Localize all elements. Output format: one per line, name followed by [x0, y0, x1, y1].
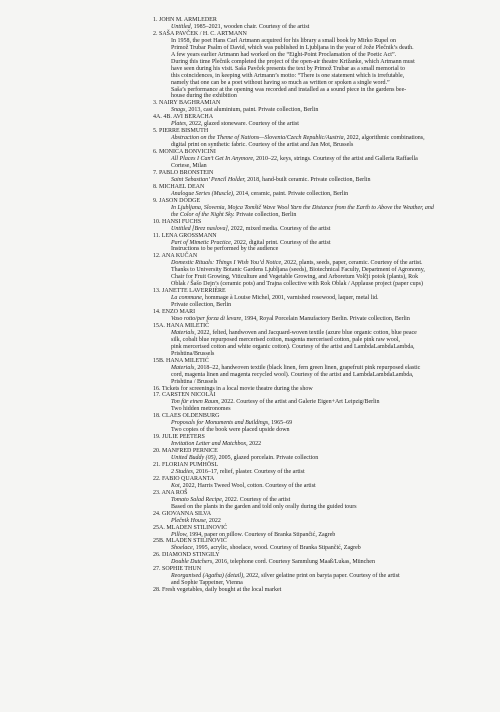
work-details: digital print on synthetic fabric. Courtesy of the artist and Jan Mot, Brussels [171, 142, 354, 149]
work-title: Materials, [171, 329, 196, 336]
entry-title: FABIO QUARANTA [162, 475, 215, 482]
list-item [144, 490, 496, 511]
entry-title: HANSI FUCHS [162, 218, 202, 225]
work-details: Instructions to be performed by the audience [171, 246, 279, 253]
list-item [144, 448, 496, 462]
work-details: 2022, silver gelatine print on baryta paper. Courtesy of the artist [244, 573, 400, 580]
work-title: Part of Mimetic Practice, [171, 239, 233, 246]
entry-number: 10. [153, 218, 162, 225]
work-title: Materials, [171, 364, 196, 371]
entry-detail-line [153, 344, 496, 351]
entry-detail-line [153, 469, 496, 476]
work-title: Vaso rotto/per forza di levare, [171, 315, 243, 322]
work-details: Based on the plants in the garden and told only orally during the guided tours [171, 503, 357, 510]
entry-detail-line [153, 399, 496, 406]
work-title: Saint Sebastian’ Pencil Holder, [171, 176, 246, 183]
entry-detail-line [153, 52, 496, 59]
list-item [144, 198, 496, 219]
entry-detail-line [153, 59, 496, 66]
work-title: Proposals for Monuments and Buildings, [171, 420, 270, 427]
entry-heading [153, 462, 496, 469]
work-title: Snags, [171, 107, 187, 114]
entry-title: JASON DODGE [159, 197, 201, 204]
entry-detail-line [153, 191, 496, 198]
entry-detail-line [153, 337, 496, 344]
work-details: 2022, Harris Tweed Wool, cotton. Courtesy of the artist [181, 482, 316, 489]
entry-detail-line [153, 93, 496, 100]
entry-title: MLADEN STILINOVIĆ [166, 524, 228, 531]
list-item [144, 233, 496, 254]
work-details: hommage à Louise Michel, 2001, varnished rosewood, laquer, metal lid. [203, 295, 379, 302]
entry-heading [153, 198, 496, 205]
entry-detail-line [153, 177, 496, 184]
work-details: 1965–69 [269, 420, 293, 427]
work-details: 2022. Courtesy of the artist and Galerie Eigen+Art Leipzig/Berlin [219, 399, 380, 406]
entry-title: PABLO BRONSTEIN [159, 169, 214, 176]
entry-detail-line [153, 365, 496, 372]
work-details: 2022 [207, 517, 221, 524]
entry-title: NAIRY BAGHRAMIAN [159, 100, 221, 107]
work-details: have seen during his visit. Saša Pavček presents the text by Primož Trubar as a small memorial to [171, 65, 405, 72]
entry-title: Tickets for screenings in a local movie theatre during the show [161, 385, 313, 392]
entry-title: MICHAEL DEAN [159, 183, 205, 190]
entry-heading [153, 170, 496, 177]
work-details: this coincidences, in keeping with Artmann’s motto: “There is one statement which is irrefutable, [171, 72, 405, 79]
entry-title: ANA ROŠ [161, 489, 188, 496]
entry-detail-line [153, 518, 496, 525]
entry-number: 13. [153, 288, 162, 295]
entry-number: 1. [153, 17, 159, 23]
entry-heading [153, 386, 496, 393]
entry-number: 12. [153, 253, 162, 260]
entry-heading [153, 525, 496, 532]
list-item [144, 170, 496, 184]
work-details: 2016–17, relief, plaster. Courtesy of the artist [194, 468, 305, 475]
work-details: Cortese, Milan [171, 163, 207, 170]
entry-title: SAŠA PAVČEK / H. C. ARTMANN [159, 30, 247, 37]
entry-detail-line [153, 205, 496, 212]
entry-title: ANA KUČAN [161, 253, 198, 260]
list-item [144, 184, 496, 198]
work-details: Thanks to University Botanic Gardens Ljubljana (seeds), Biotechnical Faculty, Department of Agronomy, [171, 267, 425, 274]
entry-heading [153, 309, 496, 316]
entry-detail-line [153, 580, 496, 587]
work-title: Domestic Rituals: Things I Wish You’d Notice, [171, 260, 283, 267]
entry-heading [153, 358, 496, 365]
list-item [144, 476, 496, 490]
work-details: Chair for Fruit Growing, Viticulture and Vegetable Growing, and Arboretum Volčji potok (plants), Rok [171, 274, 419, 281]
list-item [144, 31, 496, 101]
entry-detail-line [153, 73, 496, 80]
entry-detail-line [153, 351, 496, 358]
entry-number: 25B. [153, 538, 167, 545]
entry-number: 20. [153, 448, 162, 455]
entry-number: 8. [153, 183, 159, 190]
work-title: Plates, [171, 121, 188, 128]
entry-title: HANA MILETIĆ [166, 322, 210, 329]
list-item [144, 552, 496, 566]
work-details: Saša’s performance at the opening was recorded and installed as a sound piece in the gardens bee- [171, 86, 407, 93]
work-details: Primož Trubar Psalm of David, which was published in Ljubljana in the year of Jože Plečnik’s death. [171, 44, 414, 51]
entry-number: 14. [153, 309, 162, 316]
work-details: 2013, cast aluminium, paint. Private collection, Berlin [186, 107, 319, 114]
work-title: Analogue Series (Muscle), [171, 190, 235, 197]
work-details: A few years earlier Artmann had worked on the “Eight-Point Proclamation of the Poetic Act”. [171, 51, 397, 58]
entry-heading [153, 17, 496, 24]
entry-number: 3. [153, 100, 159, 107]
work-title: Shoelace, [171, 545, 195, 552]
entry-number: 15B. [153, 357, 167, 364]
entry-title: JULIE PEETERS [162, 434, 205, 441]
list-item [144, 587, 496, 594]
entry-number: 17. [153, 392, 162, 399]
entry-detail-line [153, 45, 496, 52]
work-details: silk, cobalt blue repurposed mercerised cotton, magenta mercerised cotton, pale pink raw wool, [171, 336, 400, 343]
work-details: Private collection, Berlin [171, 302, 232, 309]
entry-title: Fresh vegetables, daily bought at the local market [162, 587, 282, 594]
work-details: Prishtina / Brussels [171, 378, 218, 385]
work-details: 2016, telephone cord. Courtesy Sammlung Maaß/Lukas, München [213, 559, 375, 566]
artwork-list [144, 17, 496, 594]
entry-title: JANETTE LAVERRIÈRE [162, 288, 226, 295]
work-details: 1985–2021, wooden chair. Courtesy of the artist [192, 23, 310, 30]
work-details: 2022, digital print. Courtesy of the artist [232, 239, 331, 246]
list-item [144, 219, 496, 233]
list-item [144, 358, 496, 386]
list-item [144, 100, 496, 114]
work-details: 2018, hand-built ceramic. Private collection, Berlin [245, 176, 371, 183]
list-item [144, 511, 496, 525]
work-details: In 1958, the poet Hans Carl Artmann acquired for his library a small book by Mirko Rupel on [171, 37, 396, 44]
work-title: Tomato Salad Recipe, [171, 496, 224, 503]
work-details: Private collection, Berlin [234, 211, 297, 218]
entry-heading [153, 233, 496, 240]
list-item [144, 288, 496, 309]
entry-detail-line [153, 87, 496, 94]
work-title: Untitled [Brez naslova], [171, 225, 230, 232]
work-details: 1994, Royal Porcelain Manufactory Berlin. Private collection, Berlin [242, 315, 410, 322]
list-item [144, 386, 496, 393]
work-title: United Buddy (05), [171, 455, 218, 462]
entry-title: CARSTEN NICOLAI [162, 392, 216, 399]
work-title: Abstraction on the Theme of Nations—Slovenia/Czech Republic/Austria, [171, 135, 346, 142]
entry-title: MONICA BONVICINI [159, 149, 216, 156]
entry-title: SOPHIE THUN [162, 566, 202, 573]
entry-number: 2. [153, 30, 159, 37]
entry-detail-line [153, 246, 496, 253]
entry-number: 27. [153, 566, 162, 573]
work-details: Two copies of the book were placed upside down [171, 427, 290, 434]
entry-detail-line [153, 559, 496, 566]
list-item [144, 114, 496, 128]
entry-heading [153, 490, 496, 497]
entry-heading [153, 100, 496, 107]
work-title: the Color of the Night Sky. [171, 211, 235, 218]
work-title: In Ljubljana, Slovenia, Mojca Tomšič Wave Wool Yarn the Distance from the Earth to Above the Weather, and [171, 204, 434, 211]
entry-title: LENA GROSSMANN [161, 232, 217, 239]
entry-detail-line [153, 316, 496, 323]
entry-number: 24. [153, 510, 162, 517]
entry-title: ENZO MARI [162, 309, 196, 316]
entry-detail-line [153, 142, 496, 149]
entry-title: FLORIAN PUMHÖSL [162, 462, 219, 468]
entry-number: 11. [153, 232, 162, 239]
entry-detail-line [153, 107, 496, 114]
work-title: Plečnik House, [171, 517, 208, 524]
work-details: During this time Plečnik completed the project of the open-air theatre Križanke, which Artmann must [171, 58, 415, 65]
entry-heading [153, 219, 496, 226]
work-details: house during the exhibition [171, 93, 237, 100]
entry-title: HANA MILETIĆ [166, 357, 209, 364]
entry-detail-line [153, 545, 496, 552]
entry-heading [153, 587, 496, 594]
entry-number: 9. [153, 197, 159, 204]
work-details: Oblak / Šašo Dejn’s (ceramic pots) and Trajna collective with Rok Oblak / Applause project (paper cups) [171, 281, 423, 288]
entry-number: 5. [153, 128, 159, 135]
work-details: 2022, algorithmic combinations, [345, 135, 425, 142]
entry-detail-line [153, 163, 496, 170]
work-details: Two hidden metronomes [171, 406, 231, 413]
entry-detail-line [153, 156, 496, 163]
list-item [144, 323, 496, 358]
entry-detail-line [153, 66, 496, 73]
list-item [144, 149, 496, 170]
list-item [144, 128, 496, 149]
list-item [144, 538, 496, 552]
work-details: Prishtina/Brussels [171, 350, 215, 357]
work-details: 1995, acrylic, shoelace, wood. Courtesy of Branka Stipančić, Zagreb [194, 545, 361, 552]
work-details: 1994, paper on pillow. Courtesy of Branka Stipančić, Zagreb [187, 531, 336, 538]
work-title: La commune, [171, 295, 204, 302]
entry-number: 22. [153, 475, 162, 482]
entry-detail-line [153, 295, 496, 302]
work-title: Kot, [171, 482, 182, 489]
list-item [144, 309, 496, 323]
entry-detail-line [153, 497, 496, 504]
list-item [144, 434, 496, 448]
list-item [144, 525, 496, 539]
entry-detail-line [153, 226, 496, 233]
entry-detail-line [153, 483, 496, 490]
entry-title: PIERRE BISMUTH [159, 128, 209, 135]
work-title: Reorganised (Agatha) (detail), [171, 573, 245, 580]
entry-heading [153, 288, 496, 295]
entry-number: 15A. [153, 322, 167, 329]
work-details: 2005, glazed porcelain. Private collection [217, 455, 319, 462]
entry-title: AVI BERACHA [173, 114, 214, 121]
entry-detail-line [153, 455, 496, 462]
entry-detail-line [153, 379, 496, 386]
entry-heading [153, 511, 496, 518]
entry-detail-line [153, 38, 496, 45]
entry-detail-line [153, 330, 496, 337]
entry-title: CLAES OLDENBURG [162, 413, 220, 420]
work-details: 2022 [247, 441, 262, 448]
entry-detail-line [153, 24, 496, 31]
work-details: 2022. Courtesy of the artist [223, 496, 291, 503]
work-title: Pillow, [171, 531, 188, 538]
entry-title: DIAMOND STINGILY [162, 552, 220, 559]
list-item [144, 566, 496, 587]
entry-title: MLADEN STILINOVIĆ [166, 538, 227, 545]
entry-detail-line [153, 427, 496, 434]
entry-number: 16. [153, 385, 162, 392]
work-details: namely that one can be a poet without having so much as written or spoken a single word.” [171, 79, 390, 86]
entry-title: MANFRED PERNICE [162, 448, 218, 455]
list-item [144, 253, 496, 288]
entry-heading [153, 448, 496, 455]
work-details: and Sophie Tappeiner, Vienna [171, 580, 243, 587]
entry-number: 28. [153, 587, 162, 594]
entry-detail-line [153, 80, 496, 87]
entry-title: GIOVANNA SILVA [162, 510, 212, 517]
entry-number: 25A. [153, 524, 167, 531]
entry-detail-line [153, 302, 496, 309]
work-title: Invitation Letter and Matchbox, [171, 441, 248, 448]
work-details: pink mercerised cotton and white organic cotton). Courtesy of the artist and LambdaLambdaLambda, [171, 343, 415, 350]
work-details: 2022, glazed stoneware. Courtesy of the artist [187, 121, 299, 128]
entry-detail-line [153, 573, 496, 580]
entry-detail-line [153, 212, 496, 219]
work-title: Double Dutchers, [171, 559, 214, 566]
work-details: 2010–22, keys, strings. Courtesy of the artist and Galleria Raffaella [254, 156, 418, 163]
entry-number: 7. [153, 169, 159, 176]
work-details: 2022, felted, handwoven and Jacquard-woven textile (azure blue organic cotton, blue peace [195, 329, 417, 336]
work-title: Untitled, [171, 23, 193, 30]
entry-number: 4A. 4B. [153, 114, 174, 121]
entry-number: 21. [153, 462, 162, 468]
work-details: 2022, plants, seeds, paper, ceramic. Courtesy of the artist. [282, 260, 423, 267]
work-details: cord, magenta linen and magenta recycled wool). Courtesy of the artist and LambdaLambdaLambda, [171, 371, 414, 378]
entry-heading [153, 476, 496, 483]
entry-detail-line [153, 441, 496, 448]
entry-heading [153, 31, 496, 38]
entry-number: 26. [153, 552, 162, 559]
entry-heading [153, 184, 496, 191]
entry-detail-line [153, 406, 496, 413]
entry-heading [153, 323, 496, 330]
entry-number: 23. [153, 489, 162, 496]
entry-number: 6. [153, 149, 159, 156]
entry-number: 18. [153, 413, 162, 420]
entry-number: 19. [153, 434, 162, 441]
work-title: All Places I Can’t Get In Anymore, [171, 156, 255, 163]
entry-detail-line [153, 372, 496, 379]
list-item [144, 17, 496, 31]
work-title: Ton für einen Raum, [171, 399, 220, 406]
entry-detail-line [153, 504, 496, 511]
work-details: 2022, mixed media. Courtesy of the artist [229, 225, 331, 232]
entry-title: JOHN M. ARMLEDER [159, 17, 217, 23]
work-details: 2018–22, handwoven textile (black linen, fern green linen, grapefruit pink repurposed elastic [195, 364, 421, 371]
list-item [144, 413, 496, 434]
work-details: 2014, ceramic, paint. Private collection, Berlin [234, 190, 349, 197]
list-item [144, 462, 496, 476]
list-item [144, 392, 496, 413]
entry-heading [153, 434, 496, 441]
entry-detail-line [153, 121, 496, 128]
work-title: 2 Studies, [171, 468, 195, 475]
